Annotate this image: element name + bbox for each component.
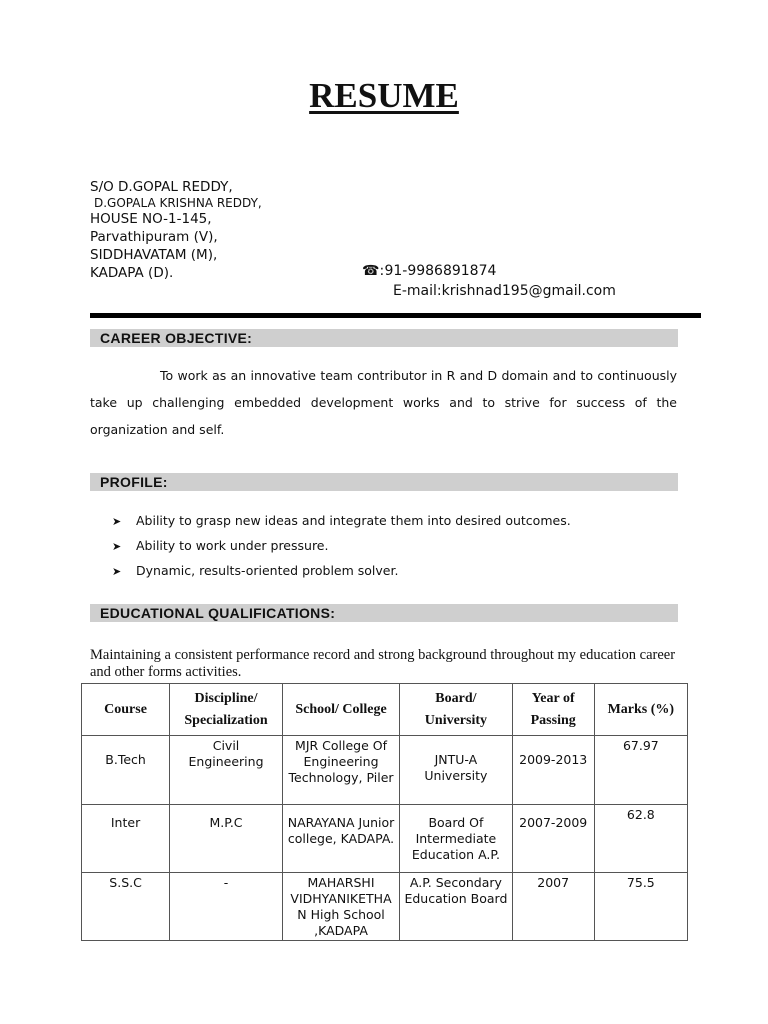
education-table [81, 683, 688, 941]
arrow-bullet-icon: ➤ [112, 565, 122, 578]
career-objective-text: To work as an innovative team contributor in R and D domain and to continuously take up challenging embedded development works and to strive for success of the organization and self. [90, 368, 677, 437]
address-line: SIDDHAVATAM (M), [90, 247, 218, 263]
header-year: Year of Passing [512, 684, 594, 736]
section-title: PROFILE: [100, 474, 168, 490]
section-title: EDUCATIONAL QUALIFICATIONS: [100, 605, 336, 621]
section-header-education [90, 604, 678, 622]
cell-discipline: Civil Engineering [170, 736, 283, 805]
address-line: Parvathipuram (V), [90, 229, 218, 245]
address-line: D.GOPALA KRISHNA REDDY, [94, 196, 262, 210]
address-line: S/O D.GOPAL REDDY, [90, 179, 233, 195]
header-discipline: Discipline/ Specialization [170, 684, 283, 736]
list-item-text: Ability to work under pressure. [136, 538, 329, 553]
header-school: School/ College [282, 684, 399, 736]
section-header-career [90, 329, 678, 347]
list-item-text: Dynamic, results-oriented problem solver. [136, 563, 399, 578]
email-contact [393, 283, 616, 299]
cell-marks: 75.5 [594, 873, 687, 941]
cell-school: MJR College Of Engineering Technology, Piler [282, 736, 399, 805]
header-course: Course [82, 684, 170, 736]
cell-discipline: M.P.C [170, 805, 283, 873]
cell-marks: 67.97 [594, 736, 687, 805]
divider [90, 313, 701, 318]
cell-year: 2007-2009 [512, 805, 594, 873]
address-block [90, 178, 262, 282]
list-item [112, 513, 571, 538]
telephone-icon: ☎: [362, 263, 385, 279]
cell-board: JNTU-A University [400, 736, 513, 805]
cell-course: S.S.C [82, 873, 170, 941]
cell-year: 2009-2013 [512, 736, 594, 805]
address-line: HOUSE NO-1-145, [90, 211, 212, 227]
arrow-bullet-icon: ➤ [112, 540, 122, 553]
cell-course: Inter [82, 805, 170, 873]
email-label: E-mail: [393, 283, 442, 299]
cell-board: Board Of Intermediate Education A.P. [400, 805, 513, 873]
list-item-text: Ability to grasp new ideas and integrate them into desired outcomes. [136, 513, 571, 528]
arrow-bullet-icon: ➤ [112, 515, 122, 528]
cell-board: A.P. Secondary Education Board [400, 873, 513, 941]
address-line: KADAPA (D). [90, 265, 174, 281]
list-item [112, 538, 571, 563]
resume-title-text: RESUME [309, 76, 459, 115]
table-header-row [82, 684, 688, 736]
list-item [112, 563, 571, 588]
cell-school: MAHARSHI VIDHYANIKETHA N High School ,KADAPA [282, 873, 399, 941]
table-row [82, 873, 688, 941]
cell-course: B.Tech [82, 736, 170, 805]
header-marks: Marks (%) [594, 684, 687, 736]
section-header-profile [90, 473, 678, 491]
section-title: CAREER OBJECTIVE: [100, 330, 253, 346]
education-intro-text: Maintaining a consistent performance record and strong background throughout my education career and other forms activities. [90, 647, 676, 680]
table-row [82, 736, 688, 805]
phone-contact [362, 263, 496, 279]
cell-year: 2007 [512, 873, 594, 941]
header-board: Board/ University [400, 684, 513, 736]
cell-discipline: - [170, 873, 283, 941]
cell-marks: 62.8 [594, 805, 687, 873]
table-row [82, 805, 688, 873]
cell-school: NARAYANA Junior college, KADAPA. [282, 805, 399, 873]
profile-list [112, 513, 571, 588]
email-address: krishnad195@gmail.com [441, 283, 616, 299]
resume-title [0, 76, 768, 116]
phone-number: 91-9986891874 [384, 263, 497, 279]
